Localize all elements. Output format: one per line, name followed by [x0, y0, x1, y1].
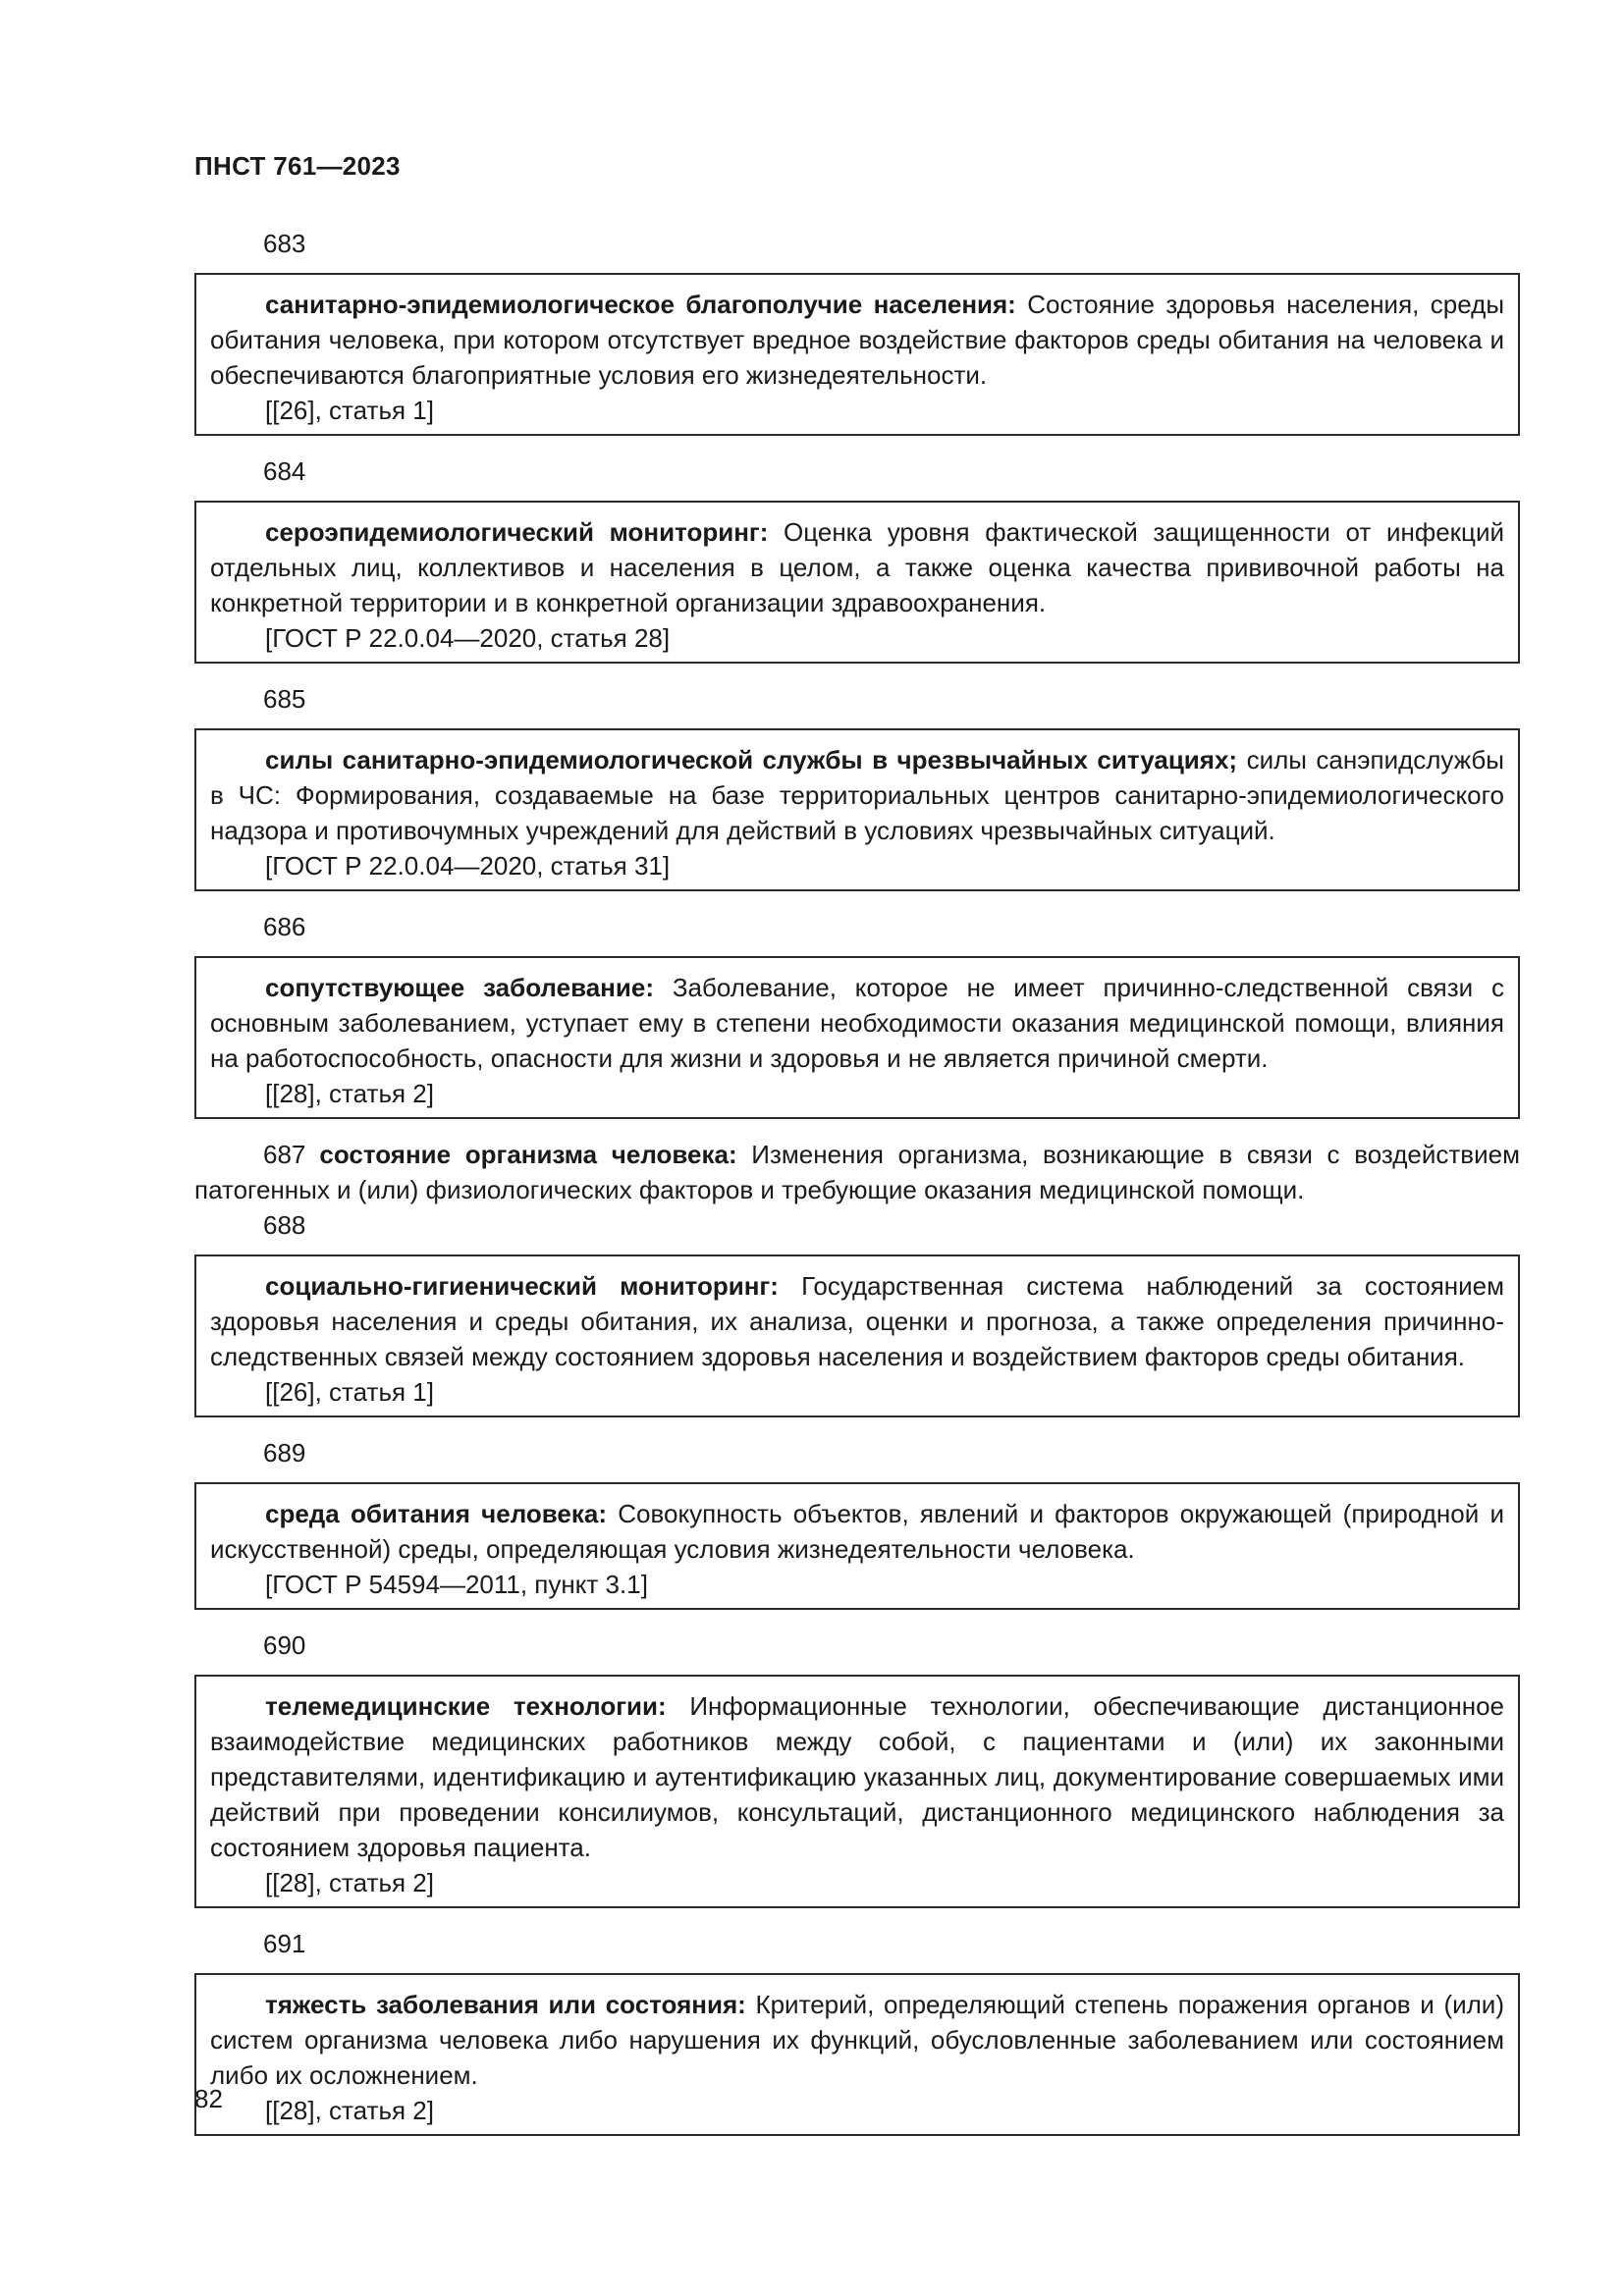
entry-number: 688: [263, 1210, 306, 1240]
entry-definition: Критерий, определяющий степень поражения органов и (или) систем организма человека либо нарушения их функций, обусловленные заболеванием или состоянием либо их осложнением.: [210, 1990, 1504, 2090]
entry-source: [[28], статья 2]: [265, 1079, 434, 1108]
entry-term: сопутствующее заболевание:: [265, 973, 654, 1002]
glossary-entry: [194, 273, 1520, 436]
entry-number: 686: [263, 912, 306, 941]
entry-term: сероэпидемиологический мониторинг:: [265, 517, 769, 547]
entry-number: 691: [263, 1929, 306, 1958]
glossary-content: [194, 226, 1520, 2154]
entry-source: [ГОСТ Р 22.0.04—2020, статья 28]: [265, 623, 671, 653]
entry-number: 683: [263, 229, 306, 258]
page-number: 82: [194, 2084, 223, 2113]
entry-definition: Изменения организма, возникающие в связи с воздействием патогенных и (или) физиологических факторов и требующие оказания медицинской помощи.: [194, 1140, 1520, 1204]
entry-term: социально-гигиенический мониторинг:: [265, 1271, 779, 1301]
entry-number: 684: [263, 456, 306, 486]
entry-term: среда обитания человека:: [265, 1499, 608, 1528]
entry-number: 685: [263, 684, 306, 714]
entry-definition: Состояние здоровья населения, среды обитания человека, при котором отсутствует вредное воздействие факторов среды обитания на человека и обеспечиваются благоприятные условия его жизнедеятельности.: [210, 290, 1504, 390]
entry-term: тяжесть заболевания или состояния:: [265, 1990, 746, 2019]
entry-definition: Информационные технологии, обеспечивающие дистанционное взаимодействие медицинских работников между собой, с пациентами и (или) их законными представителями, идентификацию и аутентификацию указанных лиц, документирование совершаемых ими действий при проведении консилиумов, консультаций, дистанционного медицинского наблюдения за состоянием здоровья пациента.: [210, 1691, 1504, 1862]
glossary-entry: [194, 1255, 1520, 1417]
entry-definition: силы санэпидслужбы в ЧС: Формирования, создаваемые на базе территориальных центров санитарно-эпидемиологического надзора и противочумных учреждений для действий в условиях чрезвычайных ситуаций.: [210, 745, 1504, 845]
entry-source: [[28], статья 2]: [265, 2096, 434, 2125]
glossary-entry: [194, 1675, 1520, 1908]
entry-source: [ГОСТ Р 22.0.04—2020, статья 31]: [265, 851, 671, 881]
entry-source: [[26], статья 1]: [265, 396, 434, 425]
entry-term: телемедицинские технологии:: [265, 1691, 667, 1721]
entry-definition: Оценка уровня фактической защищенности от инфекций отдельных лиц, коллективов и населения в целом, а также оценка качества прививочной работы на конкретной территории и в конкретной организации здравоохранения.: [210, 517, 1504, 617]
glossary-entry: [194, 956, 1520, 1119]
entry-number: 690: [263, 1630, 306, 1660]
entry-definition: Заболевание, которое не имеет причинно-следственной связи с основным заболеванием, уступает ему в степени необходимости оказания медицинской помощи, влияния на работоспособность, опасности для жизни и здоровья и не является причиной смерти.: [210, 973, 1504, 1073]
entry-number: 689: [263, 1438, 306, 1468]
entry-term: состояние организма человека:: [319, 1140, 737, 1169]
glossary-entry: [194, 1482, 1520, 1610]
glossary-entry: [194, 728, 1520, 891]
glossary-entry-plain: [194, 1137, 1520, 1207]
entry-term: силы санитарно-эпидемиологической службы в чрезвычайных ситуациях;: [265, 745, 1238, 774]
glossary-entry: [194, 501, 1520, 664]
entry-definition: Государственная система наблюдений за состоянием здоровья населения и среды обитания, их анализа, оценки и прогноза, а также определения причинно-следственных связей между состоянием здоровья населения и воздействием факторов среды обитания.: [210, 1271, 1504, 1371]
entry-number: 687: [263, 1140, 306, 1169]
glossary-entry: [194, 1973, 1520, 2136]
entry-source: [[28], статья 2]: [265, 1868, 434, 1897]
entry-source: [ГОСТ Р 54594—2011, пункт 3.1]: [265, 1570, 648, 1599]
entry-definition: Совокупность объектов, явлений и факторов окружающей (природной и искусственной) среды, определяющая условия жизнедеятельности человека.: [210, 1499, 1505, 1564]
document-header: ПНСТ 761—2023: [194, 151, 401, 181]
entry-term: санитарно-эпидемиологическое благополучие населения:: [265, 290, 1016, 319]
entry-source: [[26], статья 1]: [265, 1377, 434, 1407]
